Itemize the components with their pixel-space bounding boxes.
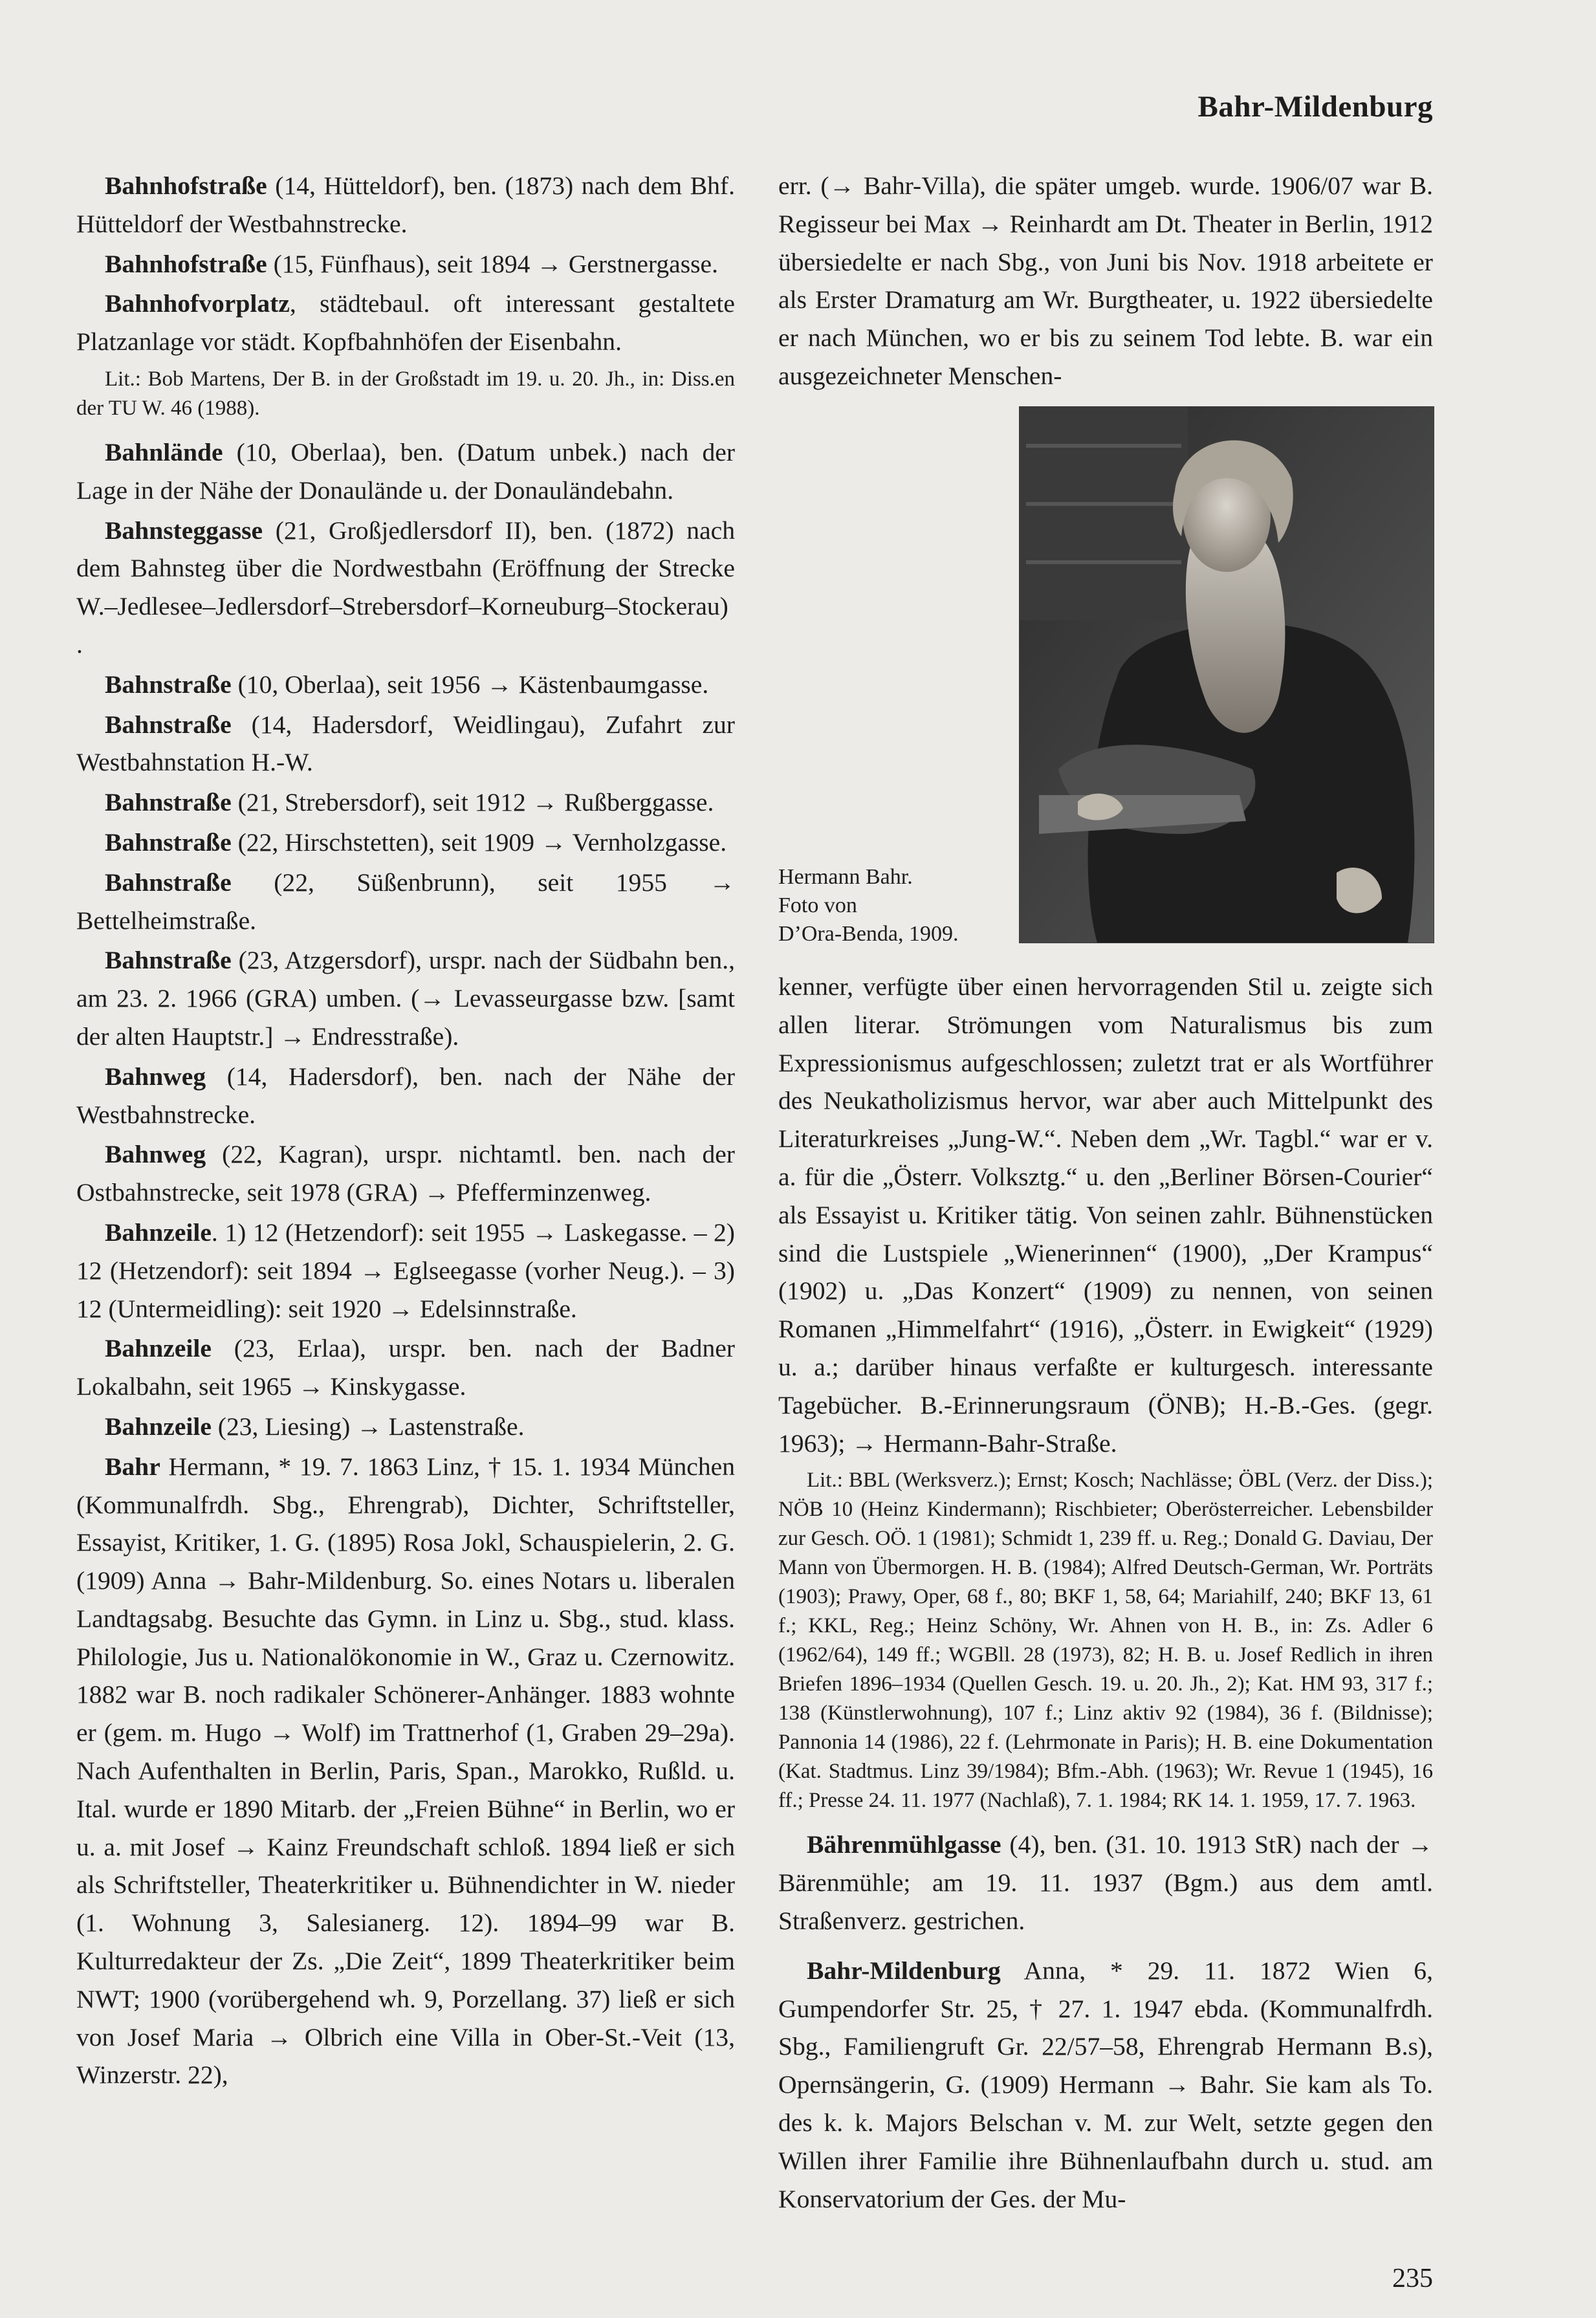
entry-text: (10, Oberlaa), ben. (Datum unbek.) nach der Lage in der Nähe der Donaulände u. der Donauländebahn.: [76, 437, 735, 505]
entry-term: Bahr-Mildenburg: [807, 1956, 1001, 1985]
entry-term: Bahnzeile: [105, 1334, 212, 1363]
entry-15: [76, 1329, 735, 1406]
entry-13: [76, 1135, 735, 1212]
entry-term: Bahnstraße: [105, 788, 232, 817]
entry-term: Bahnweg: [105, 1062, 206, 1091]
entry-baehrenmuehlgasse: [778, 1826, 1433, 1940]
entry-12: [76, 1058, 735, 1134]
entry-bahr-mildenburg: [778, 1952, 1433, 2218]
left-column: [76, 167, 735, 2096]
entry-term: Bahnstraße: [105, 827, 232, 857]
entry-term: Bährenmühlgasse: [807, 1830, 1001, 1859]
portrait-photo: [1019, 406, 1434, 943]
entry-term: Bahnhofstraße: [105, 249, 267, 278]
entry-text: Anna, * 29. 11. 1872 Wien 6, Gumpendorfer Str. 25, † 27. 1. 1947 ebda. (Kommunalfrdh. Sbg., Familiengruft Gr. 22/57–58, Ehrengrab Hermann B.s), Opernsängerin, G. (1909) Hermann → Bahr. Sie kam als To. des k. k. Majors Belschan v. M. zur Welt, setzte gegen den Willen ihrer Familie ihre Bühnenlaufbahn durch u. stud. am Konservatorium der Ges. der Mu-: [778, 1956, 1433, 2213]
entry-term: Bahnhofvorplatz: [105, 289, 290, 318]
entry-text: (21, Strebersdorf), seit 1912 → Rußberggasse.: [231, 788, 714, 817]
entry-1: [76, 167, 735, 243]
entry-8: [76, 783, 735, 822]
entry-text: , städtebaul. oft interessant gestaltete Platzanlage vor städt. Kopfbahnhöfen der Eisenbahn.: [76, 289, 735, 356]
caption-line: Foto von: [778, 893, 857, 917]
running-header: Bahr-Mildenburg: [1197, 90, 1433, 124]
entry-term: Bahnstraße: [105, 670, 232, 699]
page-number: 235: [1392, 2264, 1433, 2293]
entry-term: Bahnsteggasse: [105, 516, 263, 545]
entry-text: (22, Hirschstetten), seit 1909 → Vernholzgasse.: [231, 827, 727, 857]
entry-16: [76, 1408, 735, 1446]
entry-term: Bahnhofstraße: [105, 171, 267, 200]
entry-text: (23, Atzgersdorf), urspr. nach der Südbahn ben., am 23. 2. 1966 (GRA) umben. (→ Levasseurgasse bzw. [samt der alten Hauptstr.] → Endresstraße).: [76, 946, 735, 1051]
entry-text: (22, Süßenbrunn), seit 1955 → Bettelheimstraße.: [76, 868, 735, 935]
entry-term: Bahnweg: [105, 1140, 206, 1169]
entry-term: Bahr: [105, 1452, 160, 1481]
entry-term: Bahnlände: [105, 437, 223, 466]
entry-text: (15, Fünfhaus), seit 1894 → Gerstnergasse.: [267, 249, 718, 278]
entry-2: [76, 245, 735, 283]
entry-14: [76, 1214, 735, 1328]
photo-caption: [778, 863, 1011, 948]
entry-term: Bahnstraße: [105, 946, 232, 975]
entry-5: [76, 512, 735, 664]
bahr-continuation-2: kenner, verfügte über einen hervorragenden Stil u. zeigte sich allen literar. Strömungen vom Naturalismus bis zum Expressionismus aufgeschlossen; zuletzt trat er als Wortführer des Neukatholizismus hervor, war aber auch Mittelpunkt des Literaturkreises „Jung-W.“. Neben dem „Wr. Tagbl.“ war er v. a. für die „Österr. Volksztg.“ u. den „Berliner Börsen-Courier“ als Essayist u. Kritiker tätig. Von seinen zahlr. Bühnenstücken sind die Lustspiele „Wienerinnen“ (1900), „Der Krampus“ (1902) u. „Das Konzert“ (1909) zu nennen, von seinen Romanen „Himmelfahrt“ (1916), „Österr. in Ewigkeit“ (1929) u. a.; darüber hinaus verfaßte er kulturgesch. interessante Tagebücher. B.-Erinnerungsraum (ÖNB); H.-B.-Ges. (gegr. 1963); → Hermann-Bahr-Straße.: [778, 972, 1433, 1458]
entry-term: Bahnstraße: [105, 868, 232, 897]
bahr-continuation: err. (→ Bahr-Villa), die später umgeb. wurde. 1906/07 war B. Regisseur bei Max → Reinhardt am Dt. Theater in Berlin, 1912 übersiedelte er nach Sbg., von Juni bis Nov. 1918 arbeitete er als Erster Dramaturg am Wr. Burgtheater, u. 1922 übersiedelte er nach München, wo er bis zu seinem Tod lebte. B. war ein ausgezeichneter Menschen-: [778, 171, 1433, 390]
entry-text: (10, Oberlaa), seit 1956 → Kästenbaumgasse.: [231, 670, 709, 699]
entry-term: Bahnstraße: [105, 710, 232, 739]
right-column-bottom: [778, 968, 1433, 2220]
entry-9: [76, 824, 735, 862]
entry-7: [76, 706, 735, 782]
entry-11: [76, 941, 735, 1055]
entry-text: (23, Erlaa), urspr. ben. nach der Badner Lokalbahn, seit 1965 → Kinskygasse.: [76, 1334, 735, 1401]
right-column-top: [778, 167, 1433, 397]
entry-text: (23, Liesing) → Lastenstraße.: [211, 1412, 525, 1441]
caption-line: D’Ora-Benda, 1909.: [778, 922, 959, 946]
entry-text: (14, Hadersdorf), ben. nach der Nähe der Westbahnstrecke.: [76, 1062, 735, 1129]
literature-note: Lit.: Bob Martens, Der B. in der Großstadt im 19. u. 20. Jh., in: Diss.en der TU W. 46 (1988).: [76, 367, 735, 420]
entry-text: (4), ben. (31. 10. 1913 StR) nach der → Bärenmühle; am 19. 11. 1937 (Bgm.) aus dem amtl. Straßenverz. gestrichen.: [778, 1830, 1433, 1935]
entry-10: [76, 864, 735, 940]
literature-note: Lit.: BBL (Werksverz.); Ernst; Kosch; Nachlässe; ÖBL (Verz. der Diss.); NÖB 10 (Heinz Kindermann); Rischbieter; Oberösterreicher. Lebensbilder zur Gesch. OÖ. 1 (1981); Schmidt 1, 239 ff. u. Reg.; Donald G. Daviau, Der Mann von Übermorgen. H. B. (1984); Alfred Deutsch-German, Wr. Porträts (1903); Prawy, Oper, 68 f., 80; BKF 1, 58, 64; Mariahilf, 240; BKF 13, 61 f.; KKL, Reg.; Heinz Schöny, Wr. Ahnen von H. B., in: Zs. Adler 6 (1962/64), 149 ff.; WGBll. 28 (1973), 82; H. B. u. Josef Redlich in ihren Briefen 1896–1934 (Quellen Gesch. 19. u. 20. Jh., 2); Kat. HM 93, 317 f.; 138 (Künstlerwohnung), 107 f.; Linz aktiv 92 (1984), 36 f. (Bildnisse); Pannonia 14 (1986), 22 f. (Lehrmonate in Paris); H. B. eine Dokumentation (Kat. Stadtmus. Linz 39/1984); Bfm.-Abh. (1963); Wr. Revue 1 (1945), 16 ff.; Presse 24. 11. 1977 (Nachlaß), 7. 1. 1984; RK 14. 1. 1959, 17. 7. 1963.: [778, 1469, 1433, 1813]
entry-4: [76, 433, 735, 510]
entry-3: [76, 285, 735, 361]
caption-line: Hermann Bahr.: [778, 865, 913, 889]
entry-term: Bahnzeile: [105, 1218, 212, 1247]
entry-text: (21, Großjedlersdorf II), ben. (1872) nach dem Bahnsteg über die Nordwestbahn (Eröffnung der Strecke W.–Jedlesee–Jedlersdorf–Strebersdorf–Korneuburg–Stockerau) .: [76, 516, 735, 659]
entry-text: (14, Hütteldorf), ben. (1873) nach dem Bhf. Hütteldorf der Westbahnstrecke.: [76, 171, 735, 238]
entry-term: Bahnzeile: [105, 1412, 212, 1441]
entry-text: . 1) 12 (Hetzendorf): seit 1955 → Laskegasse. – 2) 12 (Hetzendorf): seit 1894 → Eglseegasse (vorher Neug.). – 3) 12 (Untermeidling): seit 1920 → Edelsinnstraße.: [76, 1218, 735, 1323]
portrait-image: [1020, 407, 1434, 943]
entry-text: (14, Hadersdorf, Weidlingau), Zufahrt zur Westbahnstation H.-W.: [76, 710, 735, 777]
entry-text: Hermann, * 19. 7. 1863 Linz, † 15. 1. 1934 München (Kommunalfrdh. Sbg., Ehrengrab), Dichter, Schriftsteller, Essayist, Kritiker, 1. G. (1895) Rosa Jokl, Schauspielerin, 2. G. (1909) Anna → Bahr-Mildenburg. So. eines Notars u. liberalen Landtagsabg. Besuchte das Gymn. in Linz u. Sbg., stud. klass. Philologie, Jus u. Nationalökonomie in W., Graz u. Czernowitz. 1882 war B. noch radikaler Schönerer-Anhänger. 1883 wohnte er (gem. m. Hugo → Wolf) im Trattnerhof (1, Graben 29–29a). Nach Aufenthalten in Berlin, Paris, Span., Marokko, Rußld. u. Ital. wurde er 1890 Mitarb. der „Freien Bühne“ in Berlin, wo er u. a. mit Josef → Kainz Freundschaft schloß. 1894 ließ er sich als Schriftsteller, Theaterkritiker u. Bühnendichter in W. nieder (1. Wohnung 3, Salesianerg. 12). 1894–99 war B. Kulturredakteur der Zs. „Die Zeit“, 1899 Theaterkritiker beim NWT; 1900 (vorübergehend wh. 9, Porzellang. 37) ließ er sich von Josef Maria → Olbrich eine Villa in Ober-St.-Veit (13, Winzerstr. 22),: [76, 1452, 735, 2090]
entry-6: [76, 666, 735, 704]
entry-bahr-hermann: [76, 1448, 735, 2095]
entry-text: (22, Kagran), urspr. nichtamtl. ben. nach der Ostbahnstrecke, seit 1978 (GRA) → Pfefferminzenweg.: [76, 1140, 735, 1207]
